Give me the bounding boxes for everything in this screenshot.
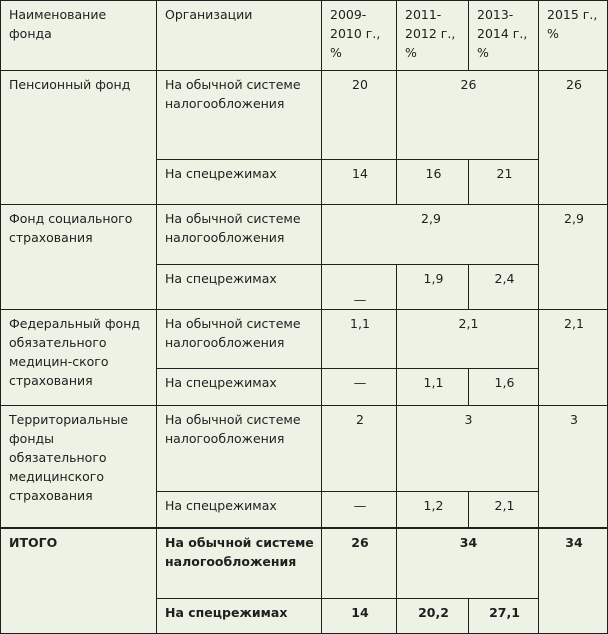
total-label: ИТОГО: [1, 528, 157, 634]
value-cell: 1,6: [469, 369, 539, 406]
value-cell: 2,4: [469, 265, 539, 310]
value-cell-2015: 2,9: [539, 205, 608, 310]
header-organizations: Организации: [157, 1, 322, 71]
regime-special-cell: На спецрежимах: [157, 599, 322, 634]
value-cell: 16: [397, 160, 469, 205]
total-value-cell-2015: 34: [539, 528, 608, 634]
regime-normal-cell: На обычной системе налогообложения: [157, 310, 322, 369]
regime-special-cell: На спецрежимах: [157, 492, 322, 528]
value-cell-2015: 3: [539, 406, 608, 528]
regime-normal-cell: На обычной системе налогообложения: [157, 71, 322, 160]
regime-special-cell: На спецрежимах: [157, 369, 322, 406]
regime-normal-cell: На обычной системе налогообложения: [157, 528, 322, 599]
table-row: [1, 71, 608, 160]
fund-name-cell: Территориальные фонды обязательного медицинского страхования: [1, 406, 157, 528]
total-value-cell: 34: [397, 528, 539, 599]
value-cell: 2,1: [397, 310, 539, 369]
header-2013-2014: 2013-2014 г., %: [469, 1, 539, 71]
table-row: [1, 205, 608, 265]
value-cell: —: [322, 369, 397, 406]
value-cell: 2,9: [322, 205, 539, 265]
header-2015: 2015 г., %: [539, 1, 608, 71]
table-row: [1, 406, 608, 492]
regime-special-cell: На спецрежимах: [157, 160, 322, 205]
regime-normal-cell: На обычной системе налогообложения: [157, 205, 322, 265]
value-cell: 1,9: [397, 265, 469, 310]
value-cell: 14: [322, 160, 397, 205]
value-cell: —: [322, 492, 397, 528]
value-cell: 2,1: [469, 492, 539, 528]
value-cell-2015: 26: [539, 71, 608, 205]
header-2009-2010: 2009-2010 г., %: [322, 1, 397, 71]
value-cell: 1,2: [397, 492, 469, 528]
value-cell: 3: [397, 406, 539, 492]
header-2011-2012: 2011-2012 г., %: [397, 1, 469, 71]
header-row: [1, 1, 608, 71]
total-value-cell: 14: [322, 599, 397, 634]
value-cell: 26: [397, 71, 539, 160]
table-row: [1, 310, 608, 369]
fund-name-cell: Федеральный фонд обязательного медицин-ского страхования: [1, 310, 157, 406]
value-cell: 20: [322, 71, 397, 160]
header-fund-name: Наименование фонда: [1, 1, 157, 71]
value-cell: 1,1: [322, 310, 397, 369]
value-cell-2015: 2,1: [539, 310, 608, 406]
total-row: [1, 528, 608, 599]
value-cell: 21: [469, 160, 539, 205]
value-cell: 1,1: [397, 369, 469, 406]
fund-name-cell: Пенсионный фонд: [1, 71, 157, 205]
fund-name-cell: Фонд социального страхования: [1, 205, 157, 310]
value-cell: —: [322, 265, 397, 310]
regime-normal-cell: На обычной системе налогообложения: [157, 406, 322, 492]
regime-special-cell: На спецрежимах: [157, 265, 322, 310]
total-value-cell: 27,1: [469, 599, 539, 634]
total-value-cell: 20,2: [397, 599, 469, 634]
total-value-cell: 26: [322, 528, 397, 599]
value-cell: 2: [322, 406, 397, 492]
